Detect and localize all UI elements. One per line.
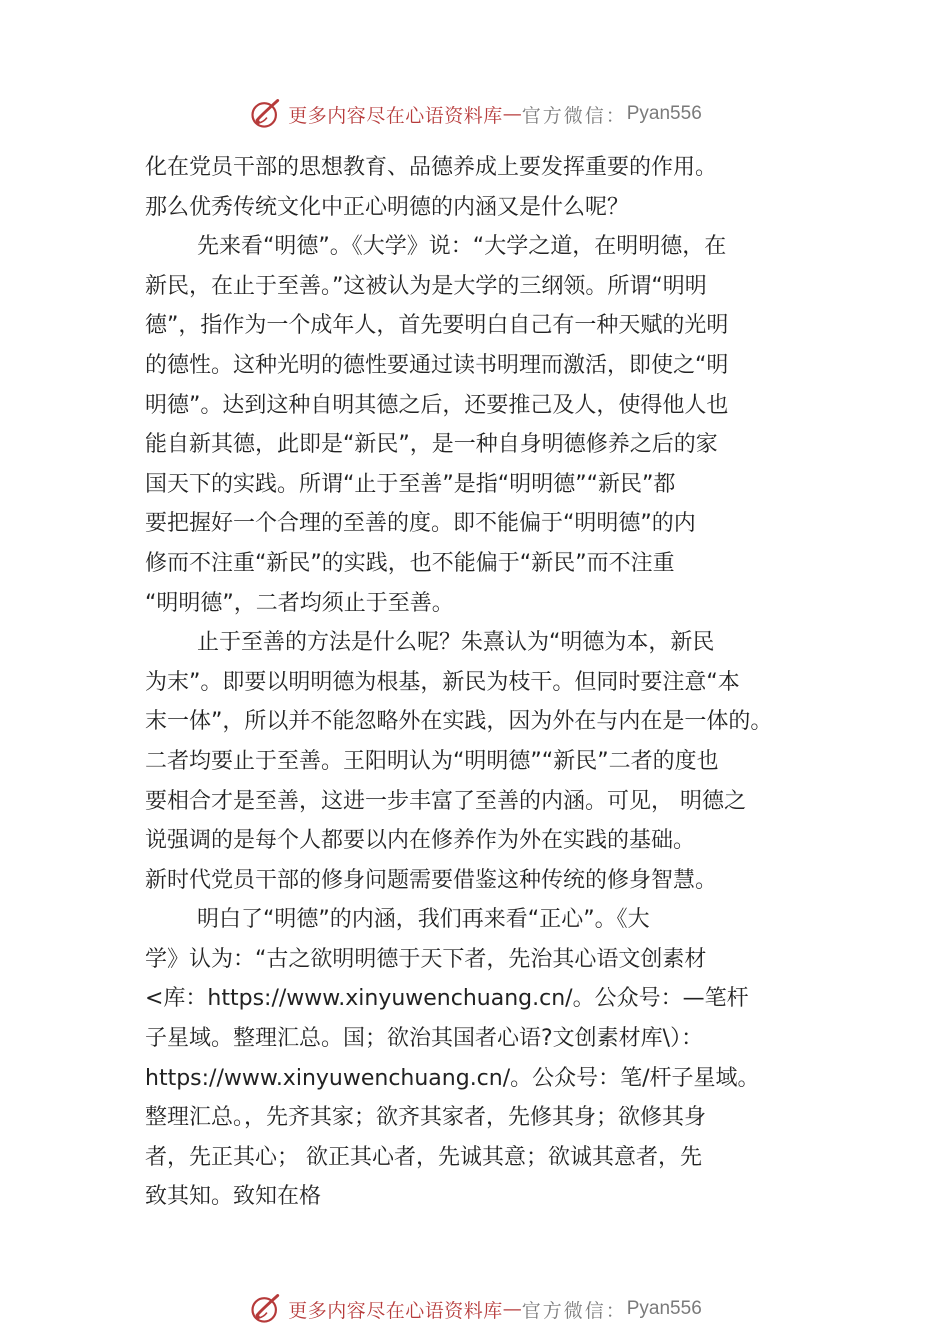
- text-line: 先来看“明德”。《大学》说：“大学之道，在明明德，在: [197, 234, 727, 260]
- banner-wechat-id: Pyan556: [626, 103, 702, 124]
- text-line: 要把握好一个合理的至善的度。即不能偏于“明明德”的内: [145, 511, 696, 537]
- text-line: 那么优秀传统文化中正心明德的内涵又是什么呢？: [145, 194, 630, 220]
- text-line: 修而不注重“新民”的实践，也不能偏于“新民”而不注重: [145, 550, 675, 576]
- brush-logo-icon: [248, 1291, 284, 1327]
- text-line: 国天下的实践。所谓“止于至善”是指“明明德”“新民”都: [145, 471, 676, 497]
- text-line: 说强调的是每个人都要以内在修养作为外在实践的基础。: [145, 828, 696, 854]
- text-line: 者，先正其心； 欲正其心者，先诚其意；欲诚其意者，先: [145, 1144, 702, 1170]
- text-line: 德”，指作为一个成年人，首先要明白自己有一种天赋的光明: [145, 313, 729, 339]
- text-line: 子星域。整理汇总。国；欲治其国者心语?文创素材库\）：: [145, 1026, 704, 1052]
- text-line: 致其知。致知在格: [145, 1184, 322, 1210]
- text-line: “明明德”，二者均须止于至善。: [145, 590, 454, 616]
- text-line: 新民，在止于至善。”这被认为是大学的三纲领。所谓“明明: [145, 273, 707, 299]
- text-line: 二者均要止于至善。王阳明认为“明明德”“新民”二者的度也: [145, 748, 719, 774]
- text-line: 整理汇总。，先齐其家；欲齐其家者，先修其身；欲修其身: [145, 1105, 707, 1131]
- text-line: 末一体”，所以并不能忽略外在实践，因为外在与内在是一体的。: [145, 709, 773, 735]
- text-line: 要相合才是至善，这进一步丰富了至善的内涵。可见， 明德之: [145, 788, 746, 814]
- banner-main-text: 更多内容尽在心语资料库: [288, 1299, 503, 1322]
- banner-dash: —: [502, 103, 522, 125]
- text-line: 为末”。即要以明明德为根基，新民为枝干。但同时要注意“本: [145, 669, 740, 695]
- document-body: [145, 148, 835, 1217]
- banner-wechat-label: 官方微信：: [521, 104, 627, 127]
- text-line: 能自新其德，此即是“新民”，是一种自身明德修养之后的家: [145, 432, 718, 458]
- text-line: 化在党员干部的思想教育、品德养成上要发挥重要的作用。: [145, 155, 718, 180]
- header-watermark-banner: [0, 94, 950, 134]
- text-line: 新时代党员干部的修身问题需要借鉴这种传统的修身智慧。: [145, 867, 718, 893]
- brush-logo-icon: [248, 96, 284, 132]
- text-line: <库：https://www.xinyuwenchuang.cn/。公众号：—笔杆: [145, 986, 749, 1012]
- banner-main-text: 更多内容尽在心语资料库: [288, 104, 503, 127]
- banner-wechat-id: Pyan556: [626, 1298, 702, 1319]
- text-line: 的德性。这种光明的德性要通过读书明理而激活，即使之“明: [145, 352, 729, 378]
- banner-wechat-label: 官方微信：: [521, 1299, 627, 1322]
- text-line: https://www.xinyuwenchuang.cn/。公众号：笔/杆子星域。: [145, 1065, 760, 1091]
- text-line: 明白了“明德”的内涵，我们再来看“正心”。《大: [197, 907, 650, 933]
- text-line: 学》认为：“古之欲明明德于天下者，先治其心语文创素材: [145, 946, 707, 972]
- banner-dash: —: [502, 1298, 522, 1320]
- text-line: 明德”。达到这种自明其德之后，还要推己及人，使得他人也: [145, 392, 729, 418]
- footer-watermark-banner: [0, 1289, 950, 1329]
- text-line: 止于至善的方法是什么呢？朱熹认为“明德为本，新民: [197, 630, 715, 656]
